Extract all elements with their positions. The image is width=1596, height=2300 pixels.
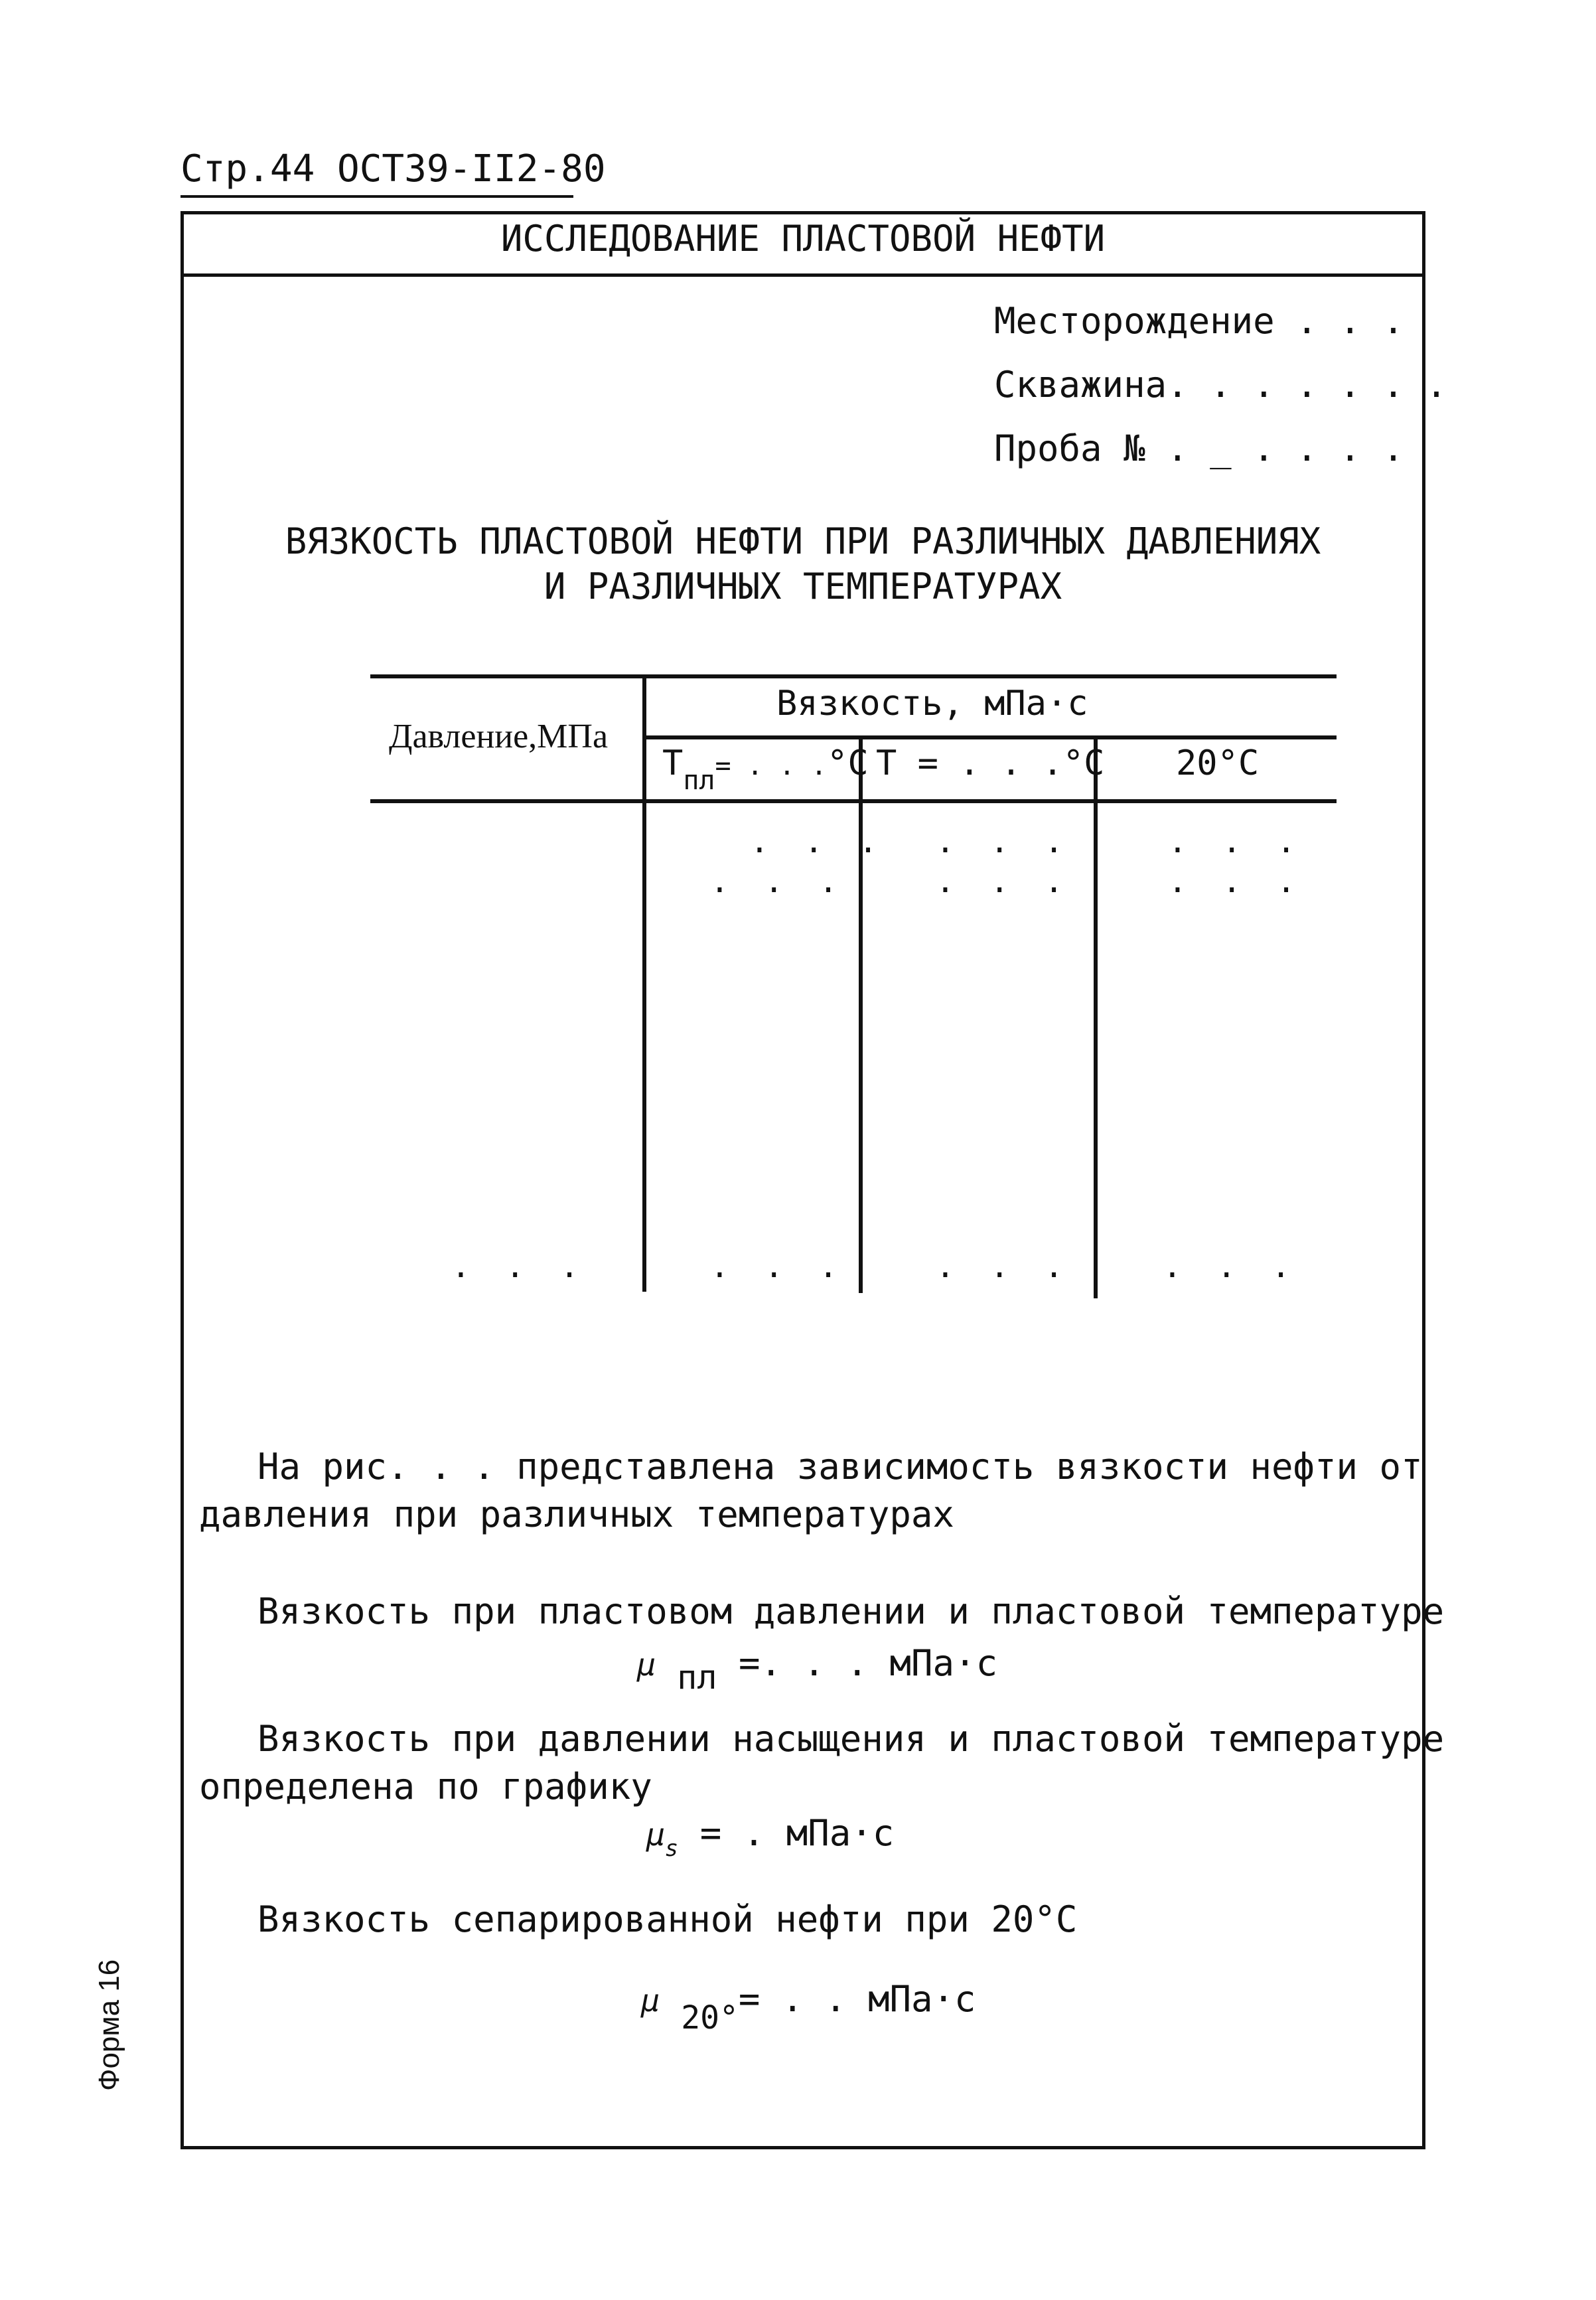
formula-mu-s [646, 1812, 895, 1862]
header-viscosity: Вязкость, мПа·с [776, 684, 1088, 724]
mu-subscript-s: s [664, 1835, 679, 1862]
cell-dots: . . . [1163, 1248, 1299, 1285]
header-pressure: Давление,МПа [389, 718, 609, 755]
paragraph-2: Вязкость при пластовом давлении и пластовой температуре [257, 1590, 1445, 1632]
t-subscript-pl: пл [683, 765, 715, 796]
page-header: Стр.44 ОСТ39-II2-80 [181, 147, 606, 191]
subtitle-line2: И РАЗЛИЧНЫХ ТЕМПЕРАТУРАХ [544, 566, 1062, 607]
paragraph-3-line1: Вязкость при давлении насыщения и пластовой температуре [257, 1718, 1445, 1760]
cell-dots: . . . [710, 863, 846, 900]
paragraph-3-line2: определена по графику [199, 1766, 652, 1807]
formula-mu-20 [641, 1978, 976, 2036]
cell-dots: . . . [750, 823, 886, 860]
formula-value: = . мПа·с [699, 1812, 895, 1854]
form-frame [181, 211, 1425, 2149]
t-eq-dots: = . . . [715, 751, 828, 781]
header-t [876, 743, 1104, 783]
title-divider [181, 273, 1425, 277]
field-well: Скважина. . . . . . . [994, 364, 1447, 406]
table-col-divider-2 [859, 735, 863, 1293]
table-col-divider-1 [642, 674, 646, 1292]
cell-dots: . . . [936, 823, 1072, 860]
table-col-divider-3 [1094, 735, 1098, 1298]
cell-dots: . . . [710, 1248, 846, 1285]
form-title: ИССЛЕДОВАНИЕ ПЛАСТОВОЙ НЕФТИ [500, 218, 1106, 260]
mu-symbol: μ [641, 1983, 660, 2019]
subtitle-line1: ВЯЗКОСТЬ ПЛАСТОВОЙ НЕФТИ ПРИ РАЗЛИЧНЫХ ДАВЛЕНИЯХ [285, 520, 1321, 562]
t-symbol: Т [662, 743, 684, 783]
t2-unit: °С [1062, 743, 1105, 783]
t2-label: Т = . . . [876, 743, 1063, 783]
header-underline [181, 195, 573, 198]
mu-subscript-pl: пл [677, 1658, 717, 1697]
field-sample: Проба № . _ . . . . [994, 427, 1404, 469]
header-t-reservoir [662, 743, 869, 796]
cell-dots: . . . [936, 863, 1072, 900]
cell-dots: . . . [1168, 823, 1304, 860]
mu-subscript-20: 20° [681, 1999, 739, 2036]
table-sub-rule [644, 735, 1337, 739]
formula-value: = . . мПа·с [738, 1978, 976, 2020]
field-deposit: Месторождение . . . [994, 300, 1404, 342]
mu-symbol: μ [646, 1817, 665, 1853]
form-number-label: Форма 16 [93, 1959, 125, 2091]
formula-value: =. . . мПа·с [738, 1642, 998, 1684]
t-unit: °С [827, 743, 869, 783]
table-top-rule [370, 674, 1337, 678]
table-header-rule [370, 799, 1337, 803]
paragraph-1-line1: На рис. . . представлена зависимость вязкости нефти от [257, 1446, 1423, 1488]
formula-mu-pl [637, 1642, 998, 1697]
cell-dots: . . . [451, 1248, 587, 1285]
cell-dots: . . . [936, 1248, 1072, 1285]
paragraph-1-line2: давления при различных температурах [199, 1494, 954, 1535]
header-20c: 20°С [1176, 743, 1260, 783]
mu-symbol: μ [637, 1647, 656, 1683]
cell-dots: . . . [1168, 863, 1304, 900]
paragraph-4: Вязкость сепарированной нефти при 20°С [257, 1898, 1078, 1940]
